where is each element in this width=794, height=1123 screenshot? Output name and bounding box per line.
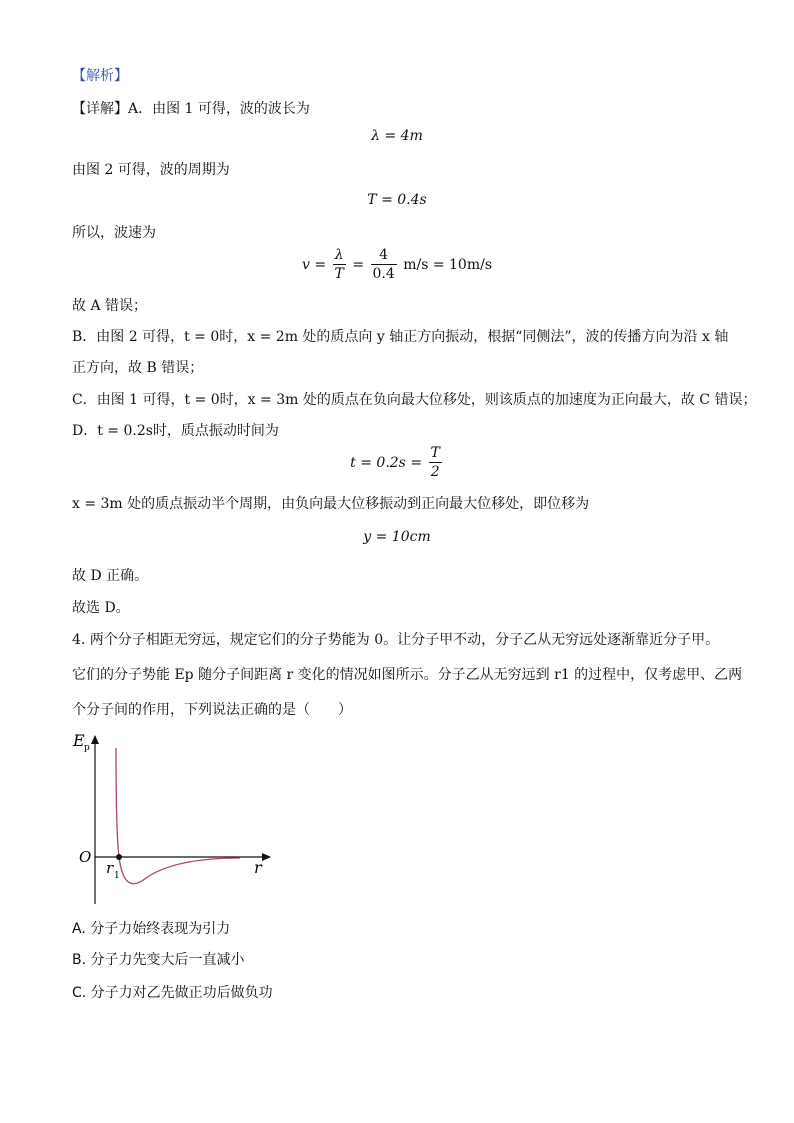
detail-a-intro xyxy=(72,99,310,119)
option-d-line2: x = 3m 处的质点振动半个周期，由负向最大位移振动到正向最大位移处，即位移为 xyxy=(72,496,590,512)
speed-lhs: v = xyxy=(301,256,327,273)
analysis-heading: 【解析】 xyxy=(72,68,128,84)
question4-line2: 它们的分子势能 Ep 随分子间距离 r 变化的情况如图所示。分子乙从无穷远到 r1 的过程中，仅考虑甲、乙两 xyxy=(72,667,743,683)
option-a-text: A．由图 1 可得，波的波长为 xyxy=(128,101,310,117)
speed-frac2-den: 0.4 xyxy=(372,266,395,282)
equation-period: T = 0.4s xyxy=(367,192,427,208)
option-c-line: C．由图 1 可得，t = 0时，x = 3m 处的质点在负向最大位移处，则该质点的加速度为正向最大，故 C 错误； xyxy=(72,392,757,408)
speed-frac2-num: 4 xyxy=(371,246,397,265)
option-c: C. 分子力对乙先做正功后做负功 xyxy=(72,985,273,1001)
speed-rhs: m/s = 10m/s xyxy=(403,256,493,273)
r1-label: r xyxy=(106,859,114,877)
time-fraction xyxy=(429,444,442,481)
option-b: B. 分子力先变大后一直减小 xyxy=(72,952,245,968)
origin-label: O xyxy=(79,848,92,866)
speed-equals: = xyxy=(352,256,365,273)
equation-displacement: y = 10cm xyxy=(363,529,431,545)
option-b-line2: 正方向，故 B 错误； xyxy=(72,360,204,376)
potential-energy-figure xyxy=(68,726,278,910)
x-axis-label: r xyxy=(254,858,262,877)
r1-point xyxy=(116,854,122,860)
question4-line3: 个分子间的作用，下列说法正确的是（ ） xyxy=(72,702,352,718)
option-d-conclusion: 故 D 正确。 xyxy=(72,568,149,584)
time-frac-den: 2 xyxy=(430,464,440,480)
equation-time xyxy=(0,444,794,481)
question4-line1: 4. 两个分子相距无穷远，规定它们的分子势能为 0。让分子甲不动，分子乙从无穷远处逐渐靠近分子甲。 xyxy=(72,632,720,648)
option-b-line1: B．由图 2 可得，t = 0时，x = 2m 处的质点向 y 轴正方向振动，根据“同侧法”，波的传播方向为沿 x 轴 xyxy=(72,329,729,345)
speed-fraction-1 xyxy=(333,246,346,283)
equation-speed xyxy=(0,246,794,283)
option-d-line: D．t = 0.2s时，质点振动时间为 xyxy=(72,423,279,439)
y-axis-label: E xyxy=(73,731,85,750)
option-a-conclusion: 故 A 错误； xyxy=(72,298,148,314)
speed-frac1-den: T xyxy=(334,266,344,282)
answer-line: 故选 D。 xyxy=(72,600,130,616)
r1-label-sub: 1 xyxy=(114,871,120,881)
speed-fraction-2 xyxy=(371,246,397,283)
y-axis-label-sub: p xyxy=(84,743,90,753)
period-intro: 由图 2 可得，波的周期为 xyxy=(72,162,230,178)
potential-energy-curve xyxy=(116,748,240,884)
time-frac-num: T xyxy=(430,445,440,461)
time-lhs: t = 0.2s = xyxy=(350,454,423,471)
speed-frac1-num: λ xyxy=(333,246,346,265)
option-a: A. 分子力始终表现为引力 xyxy=(72,921,231,937)
detail-prefix: 【详解】 xyxy=(72,101,128,117)
equation-wavelength: λ = 4m xyxy=(371,128,423,144)
speed-intro: 所以，波速为 xyxy=(72,225,156,241)
